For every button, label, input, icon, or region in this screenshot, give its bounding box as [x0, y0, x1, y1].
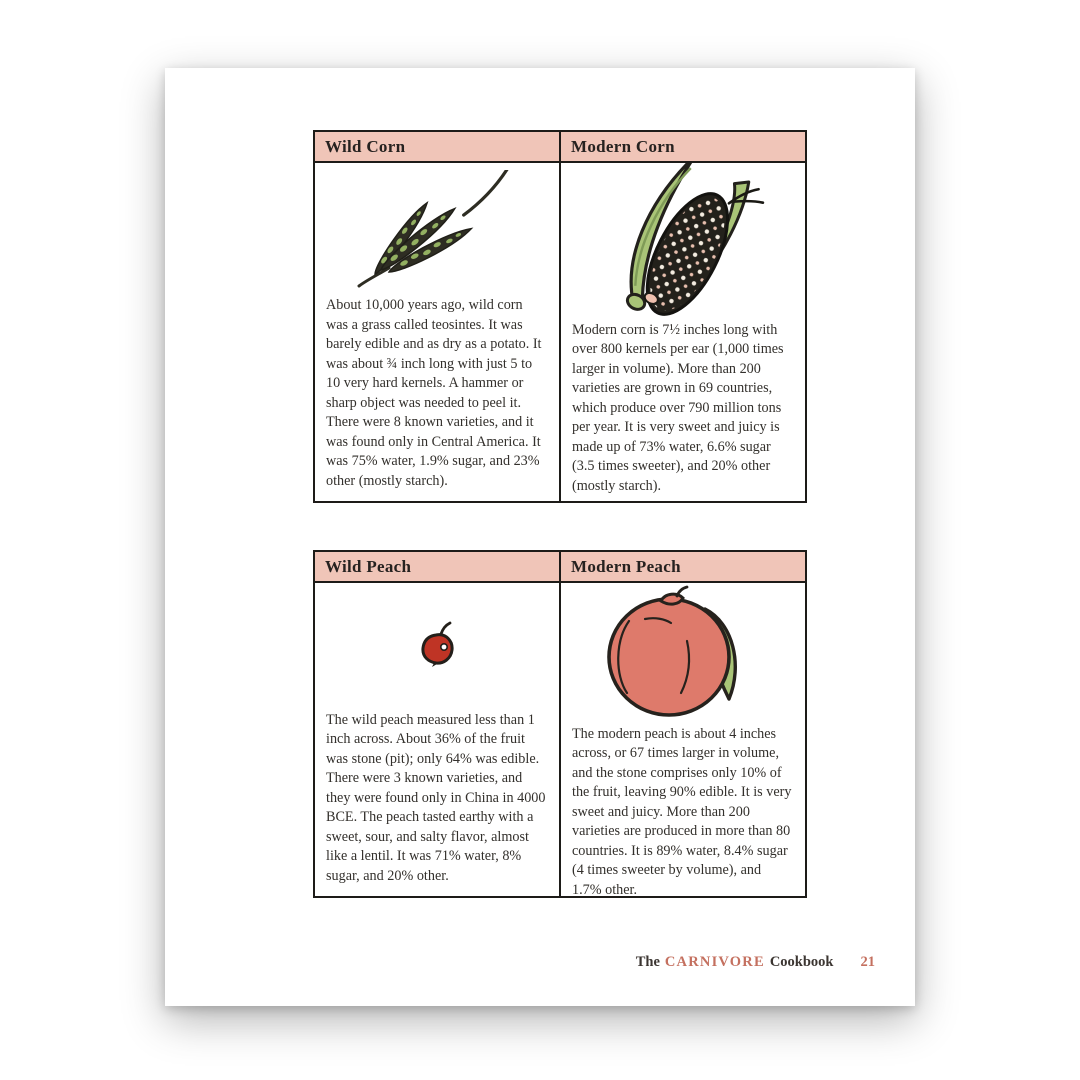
- modern-peach-cell: [561, 583, 805, 896]
- teosinte-illustration: [347, 170, 527, 290]
- peach-table-body-row: [315, 583, 805, 896]
- modern-peach-illustration-area: [561, 583, 805, 725]
- wild-corn-description: About 10,000 years ago, wild corn was a grass called teosintes. It was barely edible and as dry as a potato. It was about ¾ inch long with just 5 to 10 very hard kernels. A hammer or sharp object was needed to peel it. There were 8 known varieties, and it was found only in Central America. It was 75% water, 1.9% sugar, and 23% other (mostly starch).: [326, 297, 542, 489]
- peach-table-header-row: [315, 552, 805, 583]
- wild-peach-cell: [315, 583, 561, 896]
- wild-peach-illustration-area: [315, 583, 559, 711]
- page-footer: [636, 954, 875, 971]
- header-modern-peach: Modern Peach: [571, 556, 681, 576]
- modern-peach-description: The modern peach is about 4 inches across, or 67 times larger in volume, and the stone comprises only 10% of the fruit, leaving 90% edible. It is very sweet and juicy. More than 200 varieties are produced in more than 80 countries. It is 89% water, 8.4% sugar (4 times sweeter by volume), and 1.7% other.: [572, 726, 792, 898]
- wild-peach-description: The wild peach measured less than 1 inch across. About 36% of the fruit was stone (pit); only 64% was edible. There were 3 known varieties, and they were found only in China in 4000 BCE. The peach tasted earthy with a sweet, sour, and salty flavor, almost like a lentil. It was 71% water, 8% sugar, and 20% other.: [326, 711, 546, 884]
- header-wild-corn: Wild Corn: [315, 132, 561, 161]
- modern-corn-illustration-area: [561, 163, 805, 321]
- wild-corn-illustration-area: [315, 163, 559, 296]
- header-wild-peach: Wild Peach: [315, 552, 561, 581]
- wild-corn-cell: [315, 163, 561, 501]
- footer-brand: CARNIVORE: [664, 954, 765, 970]
- footer-prefix: The: [635, 954, 660, 970]
- modern-peach-illustration: [593, 583, 773, 725]
- modern-corn-description: Modern corn is 7½ inches long with over 800 kernels per ear (1,000 times larger in volume). More than 200 varieties are grown in 69 countries, which produce over 790 million tons per year. It is very sweet and juicy is made up of 73% water, 6.6% sugar (3.5 times sweeter), and 20% other (mostly starch).: [572, 322, 784, 494]
- corn-table-header-row: [315, 132, 805, 163]
- modern-corn-cell: [561, 163, 805, 501]
- footer-suffix: Cookbook: [769, 954, 834, 970]
- corn-table-body-row: [315, 163, 805, 501]
- corn-ear-illustration: [583, 163, 783, 321]
- peach-comparison-table: [313, 550, 807, 898]
- page-number: 21: [860, 954, 875, 970]
- wild-peach-illustration: [405, 615, 469, 679]
- book-page: [165, 68, 915, 1006]
- header-modern-corn: Modern Corn: [571, 136, 675, 156]
- corn-comparison-table: [313, 130, 807, 503]
